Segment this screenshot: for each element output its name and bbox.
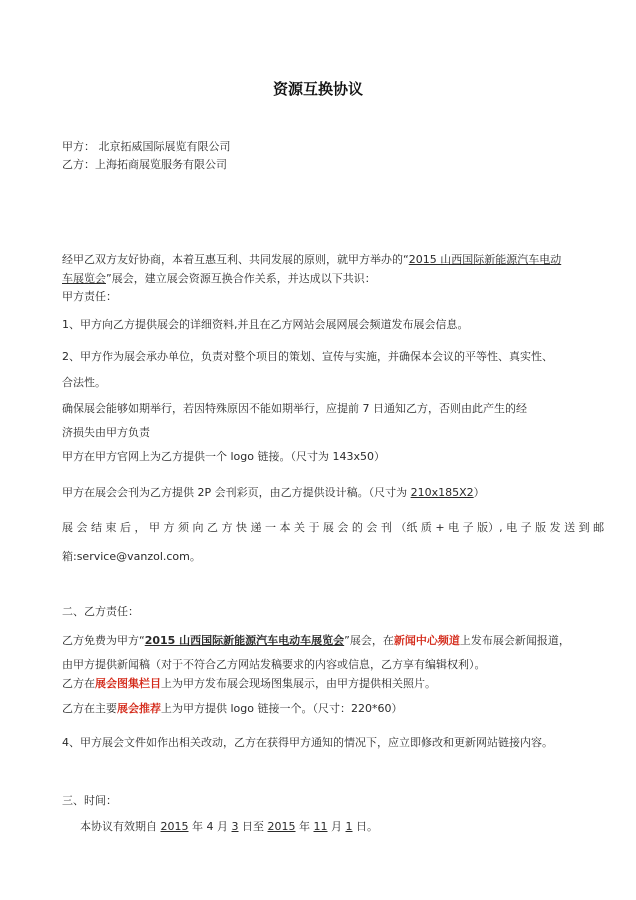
party-b: 乙方：上海拓商展览服务有限公司 bbox=[62, 158, 227, 171]
section-c-heading: 三、时间： bbox=[62, 794, 117, 807]
clause-a2-line1: 2、甲方作为展会承办单位，负责对整个项目的策划、宣传与实施，并确保本会议的平等性、真实性、 bbox=[62, 350, 553, 363]
brochure-size: 210x185X2 bbox=[410, 486, 474, 499]
section-b-heading: 二、乙方责任： bbox=[62, 605, 139, 618]
clause-a2-line4: 济损失由甲方负责 bbox=[62, 426, 150, 439]
clause-text: 乙方在 bbox=[62, 677, 95, 690]
clause-text: 甲方在展会会刊为乙方提供 2P 会刊彩页，由乙方提供设计稿。（尺寸为 bbox=[62, 486, 411, 499]
end-day: 1 bbox=[345, 820, 353, 833]
clause-b3 bbox=[62, 677, 436, 691]
intro-text: ”展会，建立展会资源互换合作关系，并达成以下共识： bbox=[106, 272, 376, 285]
section-a-heading: 甲方责任： bbox=[62, 290, 117, 303]
clause-a2-line3: 确保展会能够如期举行，若因特殊原因不能如期举行，应提前 7 日通知乙方，否则由此产生的经 bbox=[62, 402, 527, 415]
event-name-part2: 车展览会 bbox=[62, 272, 106, 285]
clause-text: 本协议有效期自 bbox=[80, 820, 161, 833]
event-name: 2015 山西国际新能源汽车电动车展览会 bbox=[144, 634, 345, 647]
clause-text: 年 bbox=[295, 820, 314, 833]
start-year: 2015 bbox=[160, 820, 189, 833]
document-title: 资源互换协议 bbox=[272, 80, 363, 98]
gallery-column-highlight: 展会图集栏目 bbox=[95, 677, 161, 690]
news-channel-highlight: 新闻中心频道 bbox=[393, 634, 460, 647]
clause-a2-line2: 合法性。 bbox=[62, 376, 106, 389]
clause-text: ） bbox=[473, 486, 485, 499]
intro-text: 经甲乙双方友好协商，本着互惠互利、共同发展的原则，就甲方举办的“ bbox=[62, 253, 409, 266]
clause-text: 日至 bbox=[238, 820, 268, 833]
clause-b2: 由甲方提供新闻稿（对于不符合乙方网站发稿要求的内容或信息，乙方享有编辑权利）。 bbox=[62, 658, 486, 671]
end-month: 11 bbox=[313, 820, 328, 833]
clause-text: 月 bbox=[327, 820, 346, 833]
clause-b4 bbox=[62, 702, 402, 716]
clause-text: ”展会，在 bbox=[344, 634, 394, 647]
clause-a5-line1: 展 会 结 束 后 ， 甲 方 须 向 乙 方 快 递 一 本 关 于 展 会 的 会 刊 （纸 质 + 电 子 版）, 电 子 版 发 送 到 邮 bbox=[62, 521, 605, 534]
clause-b5: 4、甲方展会文件如作出相关改动，乙方在获得甲方通知的情况下，应立即修改和更新网站链接内容。 bbox=[62, 736, 553, 749]
clause-text: 上发布展会新闻报道， bbox=[459, 634, 570, 647]
intro-line-2 bbox=[62, 272, 376, 286]
clause-text: 乙方免费为甲方“ bbox=[62, 634, 145, 647]
party-a: 甲方： 北京拓威国际展览有限公司 bbox=[62, 140, 231, 153]
clause-a3: 甲方在甲方官网上为乙方提供一个 logo 链接。（尺寸为 143x50） bbox=[62, 450, 385, 463]
intro-line-1 bbox=[62, 253, 561, 267]
start-day: 3 bbox=[231, 820, 239, 833]
clause-b1 bbox=[62, 634, 570, 648]
clause-text: 日。 bbox=[352, 820, 378, 833]
clause-a1: 1、甲方向乙方提供展会的详细资料,并且在乙方网站会展网展会频道发布展会信息。 bbox=[62, 318, 469, 331]
clause-text: 上为甲方提供 logo 链接一个。（尺寸：220*60） bbox=[161, 702, 403, 715]
clause-a5-line2: 箱:service@vanzol.com。 bbox=[62, 550, 201, 563]
validity-period bbox=[80, 820, 378, 834]
end-year: 2015 bbox=[267, 820, 296, 833]
clause-text: 年 4 月 bbox=[188, 820, 232, 833]
clause-text: 乙方在主要 bbox=[62, 702, 117, 715]
event-name-part1: 2015 山西国际新能源汽车电动 bbox=[408, 253, 562, 266]
clause-text: 上为甲方发布展会现场图集展示，由甲方提供相关照片。 bbox=[161, 677, 436, 690]
clause-a4 bbox=[62, 486, 485, 500]
recommend-highlight: 展会推荐 bbox=[117, 702, 161, 715]
